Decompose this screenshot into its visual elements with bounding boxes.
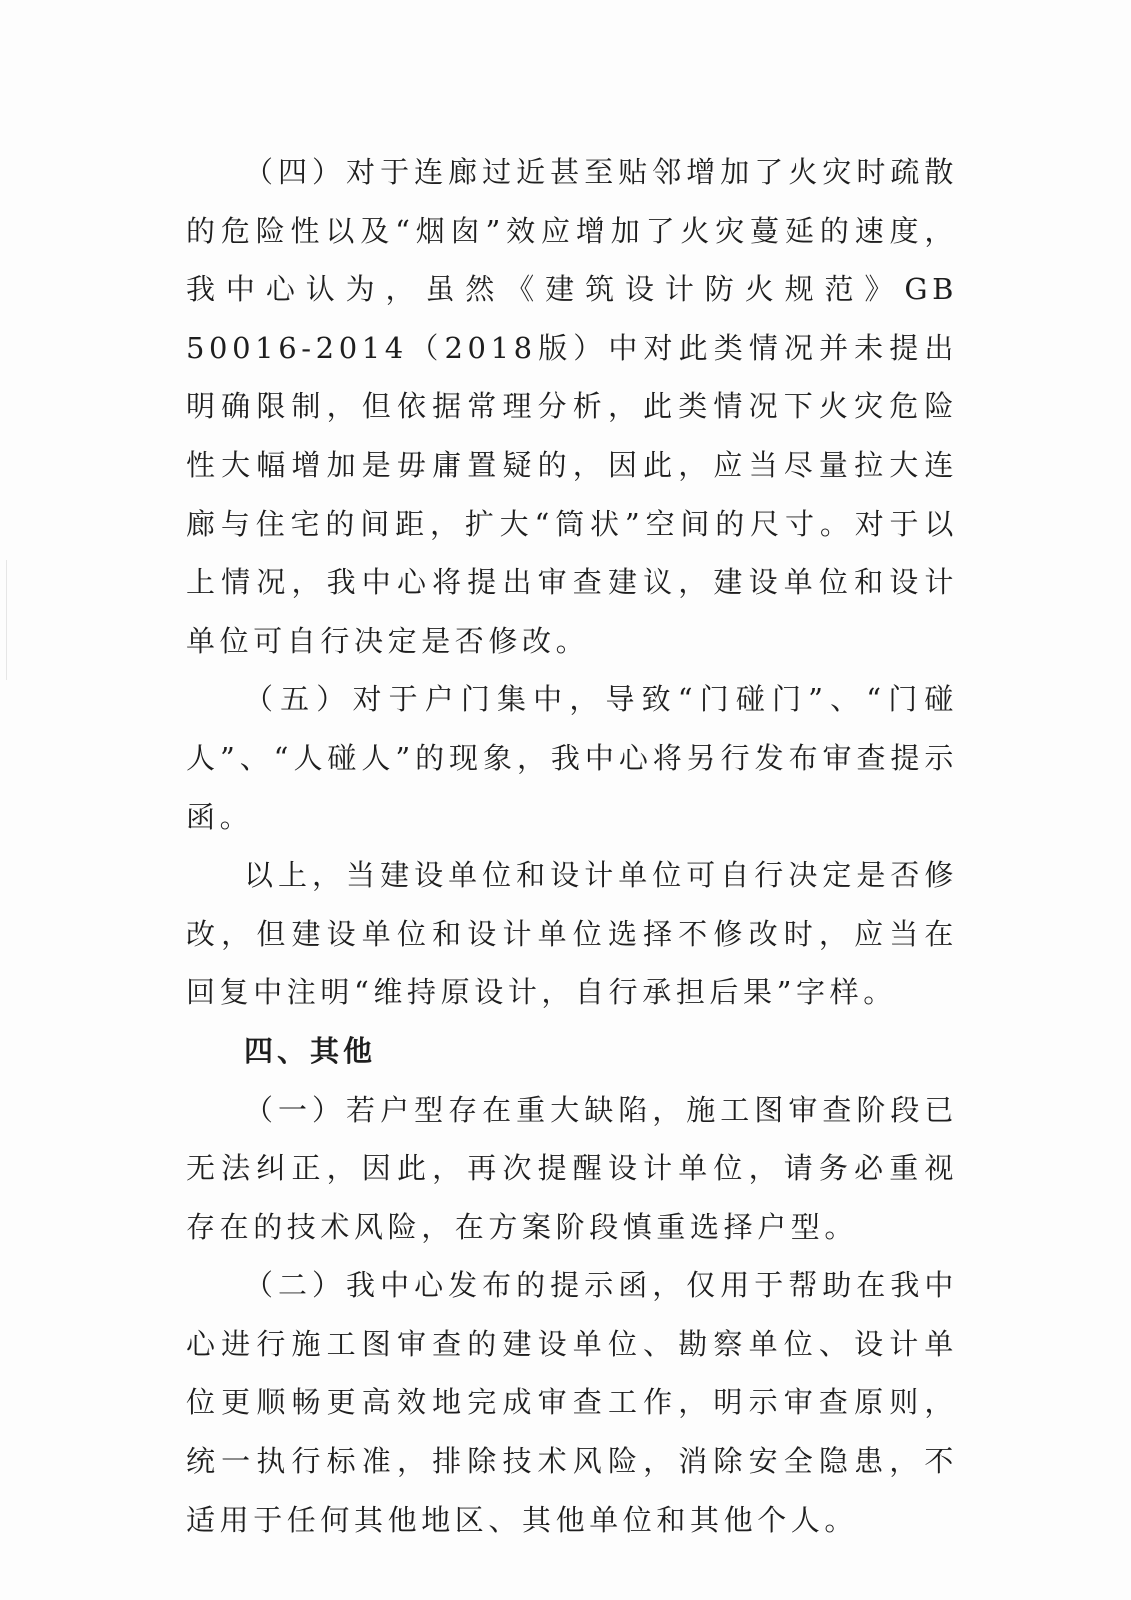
paragraph-other-2: （二）我中心发布的提示函，仅用于帮助在我中心进行施工图审查的建设单位、勘察单位、设计单位更顺畅更高效地完成审查工作，明示审查原则，统一执行标准，排除技术风险，消除安全隐患，不适用于任何其他地区、其他单位和其他个人。 [186,1268,958,1537]
paragraph-4: （四）对于连廊过近甚至贴邻增加了火灾时疏散的危险性以及“烟囱”效应增加了火灾蔓延的速度，我中心认为，虽然《建筑设计防火规范》GB 50016-2014（2018版）中对此类情况并未提出明确限制，但依据常理分析，此类情况下火灾危险性大幅增加是毋庸置疑的，因此，应当尽量拉大连廊与住宅的间距，扩大“筒状”空间的尺寸。对于以上情况，我中心将提出审查建议，建设单位和设计单位可自行决定是否修改。 [186,155,958,658]
scan-edge-mark [6,560,7,680]
paragraph-summary: 以上，当建设单位和设计单位可自行决定是否修改，但建设单位和设计单位选择不修改时，应当在回复中注明“维持原设计，自行承担后果”字样。 [186,858,958,1010]
document-body [186,143,958,1549]
section-heading-other: 四、其他 [244,1033,377,1068]
paragraph-5: （五）对于户门集中，导致“门碰门”、“门碰人”、“人碰人”的现象，我中心将另行发布审查提示函。 [186,682,958,834]
paragraph-other-1: （一）若户型存在重大缺陷，施工图审查阶段已无法纠正，因此，再次提醒设计单位，请务必重视存在的技术风险，在方案阶段慎重选择户型。 [186,1092,958,1244]
